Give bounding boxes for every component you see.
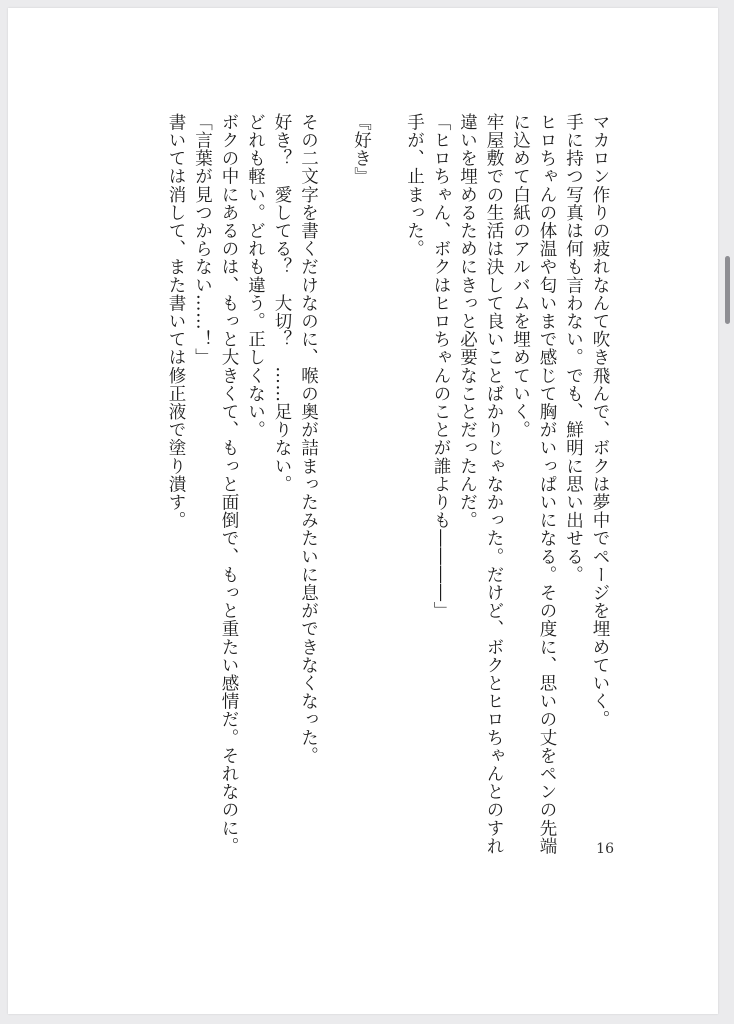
text-line: マカロン作りの疲れなんて吹き飛んで、ボクは夢中でページを埋めていく。	[590, 113, 610, 729]
text-line: 『好き』	[351, 113, 372, 186]
vertical-scrollbar[interactable]	[725, 256, 730, 324]
text-line: その二文字を書くだけなのに、喉の奥が詰まったみたいに息ができなくなった。	[298, 113, 319, 765]
text-line: 書いては消して、また書いては修正液で塗り潰す。	[166, 113, 186, 530]
text-line: どれも軽い。どれも違う。正しくない。	[245, 113, 266, 439]
book-page	[8, 8, 718, 1014]
page-number: 16	[596, 841, 614, 857]
text-line: 違いを埋めるためにきっと必要なことだったんだ。	[457, 113, 478, 530]
text-line: に込めて白紙のアルバムを埋めていく。	[510, 113, 531, 439]
text-line: 手に持つ写真は何も言わない。でも、鮮明に思い出せる。	[563, 113, 584, 584]
text-line: ヒロちゃんの体温や匂いまで感じて胸がいっぱいになる。その度に、思いの丈をペンの先端	[537, 113, 557, 856]
text-line: 好き？ 愛してる？ 大切？ ……足りない。	[272, 113, 292, 494]
text-line: 「言葉が見つからない……！」	[192, 113, 213, 367]
text-line: 「ヒロちゃん、ボクはヒロちゃんのことが誰よりも――――」	[431, 113, 451, 620]
text-line: ボクの中にあるのは、もっと大きくて、もっと面倒で、もっと重たい感情だ。それなのに。	[219, 113, 239, 856]
text-line: 手が、止まった。	[404, 113, 425, 258]
text-line: 牢屋敷での生活は決して良いことばかりじゃなかった。だけど、ボクとヒロちゃんとのすれ	[484, 113, 504, 856]
